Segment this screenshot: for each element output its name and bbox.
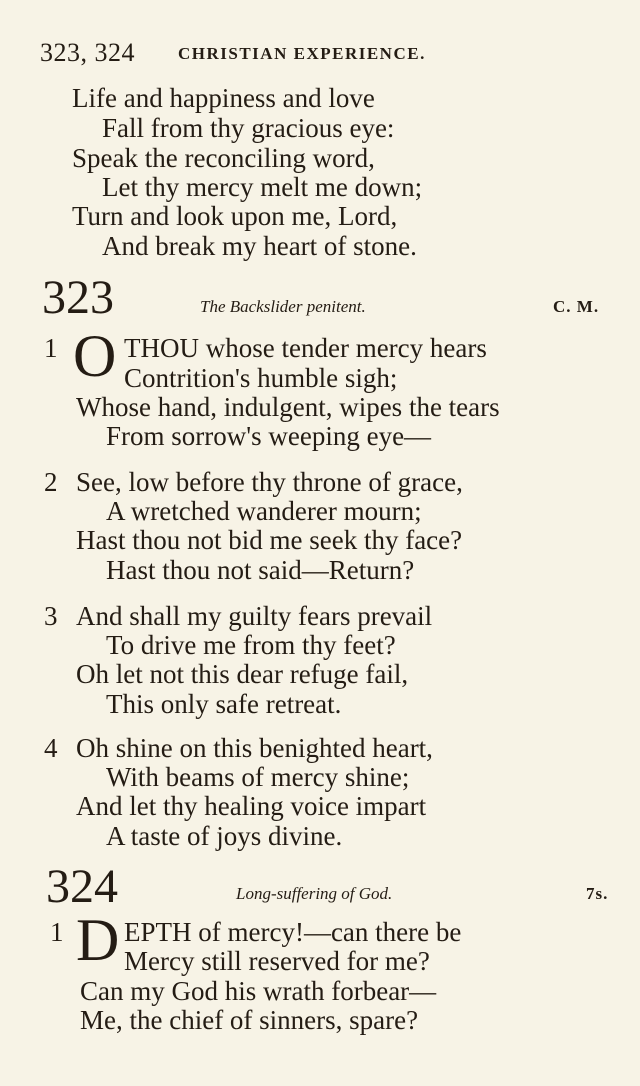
verse-line: Hast thou not bid me seek thy face?: [76, 525, 463, 555]
hymn-meter: C. M.: [553, 297, 600, 316]
hymn-title: Long-suffering of God.: [236, 884, 393, 903]
verse-line: Let thy mercy melt me down;: [102, 172, 423, 202]
stanza-number: 2: [44, 467, 58, 497]
verse-line: Whose hand, indulgent, wipes the tears: [76, 392, 500, 422]
verse-line: This only safe retreat.: [106, 689, 342, 719]
stanza-number: 4: [44, 733, 58, 763]
drop-cap: O: [73, 323, 117, 389]
verse-line: Oh let not this dear refuge fail,: [76, 659, 409, 689]
drop-cap: D: [76, 907, 120, 973]
hymn-meter: 7s.: [586, 884, 609, 903]
verse-line: From sorrow's weeping eye—: [106, 421, 432, 451]
verse-line: And let thy healing voice impart: [76, 791, 427, 821]
verse-line: Oh shine on this benighted heart,: [76, 733, 433, 763]
verse-line: Me, the chief of sinners, spare?: [80, 1005, 419, 1035]
verse-line: Turn and look upon me, Lord,: [72, 201, 398, 231]
stanza-number: 1: [50, 917, 64, 947]
verse-line: Fall from thy gracious eye:: [102, 113, 395, 143]
verse-line: EPTH of mercy!—can there be: [124, 917, 462, 947]
stanza-number: 1: [44, 333, 58, 363]
verse-line: Life and happiness and love: [72, 83, 375, 113]
verse-line: THOU whose tender mercy hears: [124, 333, 487, 363]
stanza-number: 3: [44, 601, 58, 631]
section-title: CHRISTIAN EXPERIENCE.: [178, 44, 426, 63]
hymn-number: 323: [42, 271, 114, 324]
hymn-title: The Backslider penitent.: [200, 297, 366, 316]
verse-line: A taste of joys divine.: [106, 821, 343, 851]
hymn-number: 324: [46, 860, 118, 913]
verse-line: Can my God his wrath forbear—: [80, 976, 437, 1006]
verse-line: With beams of mercy shine;: [106, 762, 410, 792]
page-numbers: 323, 324: [40, 38, 135, 67]
verse-line: Hast thou not said—Return?: [106, 555, 415, 585]
verse-line: See, low before thy throne of grace,: [76, 467, 463, 497]
verse-line: To drive me from thy feet?: [106, 630, 396, 660]
verse-line: Contrition's humble sigh;: [124, 363, 398, 393]
verse-line: Mercy still reserved for me?: [124, 946, 430, 976]
verse-line: And shall my guilty fears prevail: [76, 601, 433, 631]
verse-line: A wretched wanderer mourn;: [106, 496, 422, 526]
verse-line: Speak the reconciling word,: [72, 143, 375, 173]
verse-line: And break my heart of stone.: [102, 231, 417, 261]
